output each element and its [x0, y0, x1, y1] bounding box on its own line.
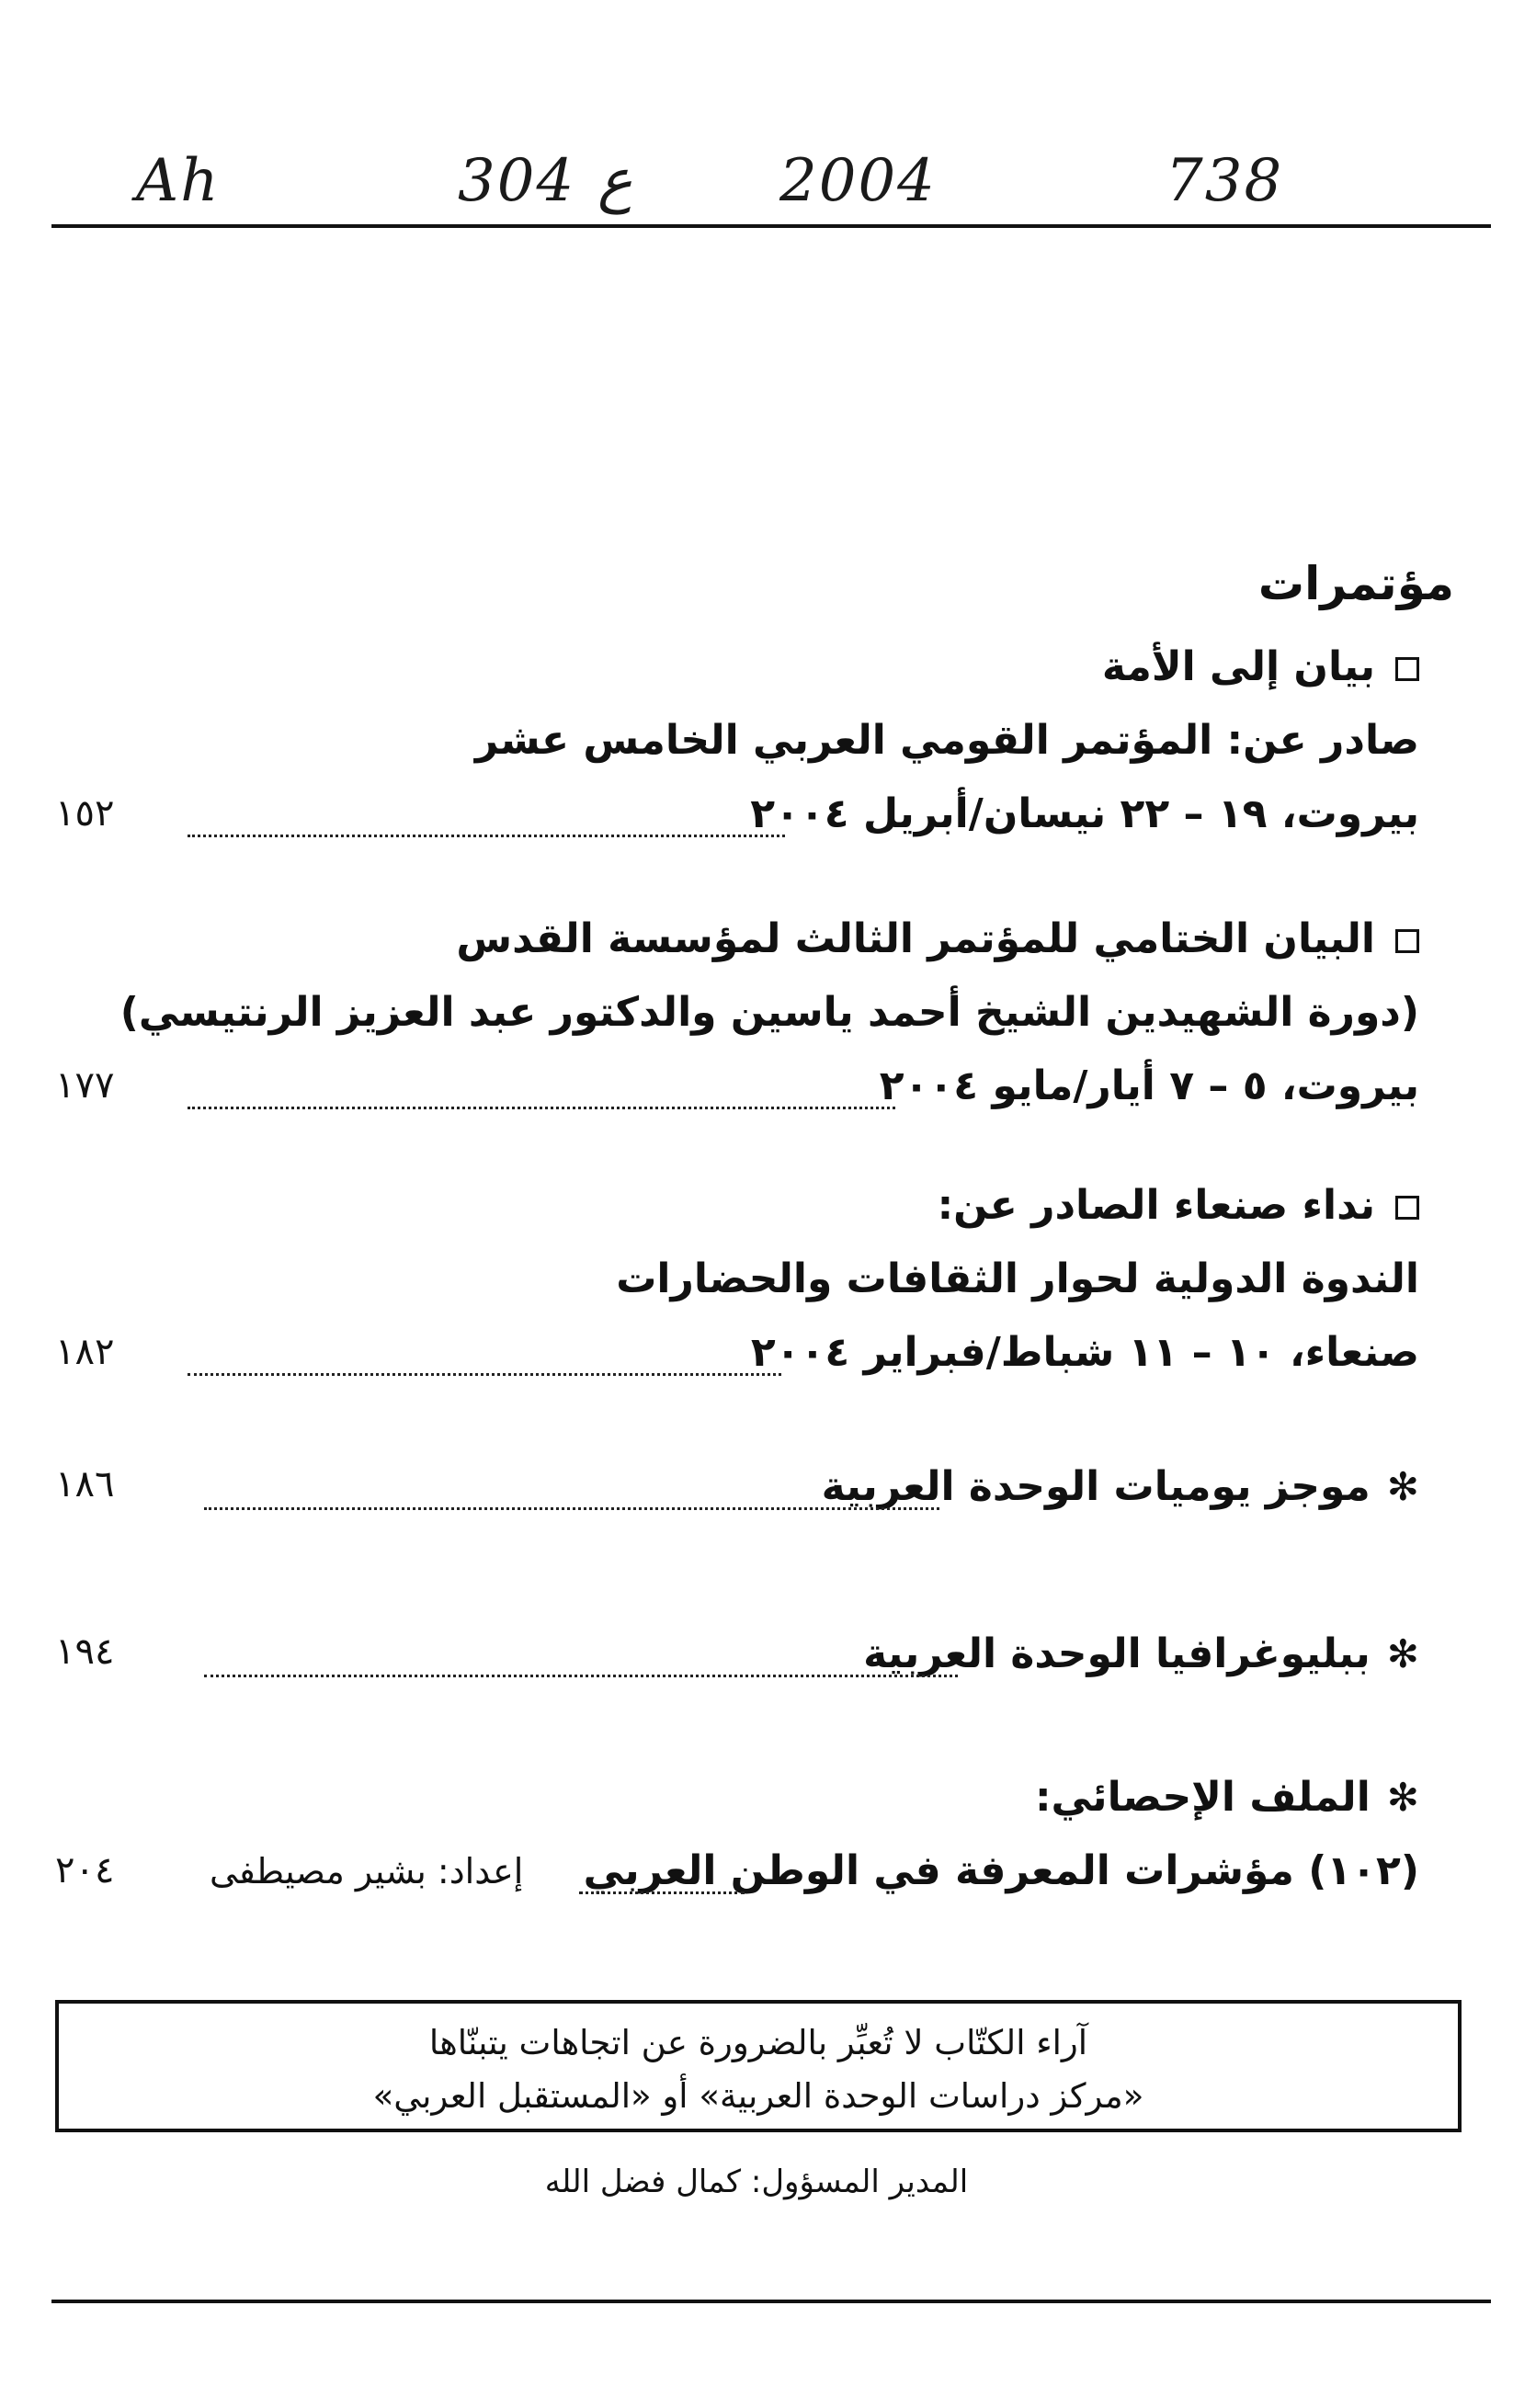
- entry-3-page: ١٨٢: [55, 1331, 115, 1373]
- handwritten-letter: ع: [597, 147, 633, 215]
- dot-leader: [188, 1107, 895, 1109]
- asterisk-icon: ✻: [1386, 1775, 1419, 1820]
- disclaimer-box: [55, 2000, 1462, 2132]
- dot-leader: [188, 835, 785, 837]
- handwritten-code: Ah: [136, 147, 221, 215]
- dot-leader: [188, 1373, 781, 1376]
- section-title: مؤتمرات: [1257, 557, 1454, 610]
- entry-1-line-3: بيروت، ١٩ – ٢٢ نيسان/أبريل ٢٠٠٤: [750, 790, 1419, 837]
- entry-1-title: بيان إلى الأمة: [1102, 643, 1419, 690]
- asterisk-icon: ✻: [1386, 1464, 1419, 1509]
- entry-2-title: البيان الختامي للمؤتمر الثالث لمؤسسة القدس: [456, 915, 1419, 962]
- handwritten-serial: 738: [1166, 147, 1284, 215]
- entry-5-page: ١٩٤: [55, 1630, 115, 1673]
- header-rule: [51, 224, 1491, 228]
- dot-leader: [204, 1675, 958, 1677]
- entry-5-title: ✻ببليوغرافيا الوحدة العربية: [863, 1630, 1419, 1677]
- entry-1-page: ١٥٢: [55, 792, 115, 835]
- asterisk-icon: ✻: [1386, 1631, 1419, 1676]
- entry-2-line-3: بيروت، ٥ – ٧ أيار/مايو ٢٠٠٤: [879, 1062, 1419, 1109]
- checkbox-icon: [1395, 1196, 1419, 1220]
- checkbox-icon: [1395, 657, 1419, 681]
- entry-6-line-2: (١٠٢) مؤشرات المعرفة في الوطن العربي: [583, 1847, 1419, 1894]
- entry-3-line-2: الندوة الدولية لحوار الثقافات والحضارات: [616, 1255, 1419, 1302]
- entry-2-page: ١٧٧: [55, 1064, 115, 1107]
- entry-4-page: ١٨٦: [55, 1463, 115, 1505]
- entry-6-title: ✻الملف الإحصائي:: [1034, 1774, 1419, 1821]
- entry-3-title: نداء صنعاء الصادر عن:: [938, 1182, 1419, 1229]
- handwritten-year: 2004: [779, 147, 937, 215]
- entry-1-line-2: صادر عن: المؤتمر القومي العربي الخامس عشر: [474, 717, 1419, 764]
- dot-leader: [579, 1891, 745, 1894]
- dot-leader: [204, 1507, 939, 1510]
- entry-4-title: ✻موجز يوميات الوحدة العربية: [821, 1463, 1419, 1510]
- handwritten-number: 304: [458, 147, 576, 215]
- entry-6-prepared-by: إعداد: بشير مصيطفى: [210, 1851, 524, 1891]
- entry-6-page: ٢٠٤: [55, 1849, 115, 1891]
- entry-2-line-2: (دورة الشهيدين الشيخ أحمد ياسين والدكتور عبد العزيز الرنتيسي): [119, 989, 1419, 1036]
- disclaimer-line-1: آراء الكتّاب لا تُعبِّر بالضرورة عن اتجاهات يتبنّاها: [428, 2023, 1088, 2062]
- entry-3-line-3: صنعاء، ١٠ – ١١ شباط/فبراير ٢٠٠٤: [750, 1329, 1419, 1376]
- disclaimer-line-2: «مركز دراسات الوحدة العربية» أو «المستقبل العربي»: [372, 2076, 1144, 2116]
- checkbox-icon: [1395, 929, 1419, 953]
- editor-in-charge: المدير المسؤول: كمال فضل الله: [544, 2164, 969, 2200]
- footer-rule: [51, 2300, 1491, 2303]
